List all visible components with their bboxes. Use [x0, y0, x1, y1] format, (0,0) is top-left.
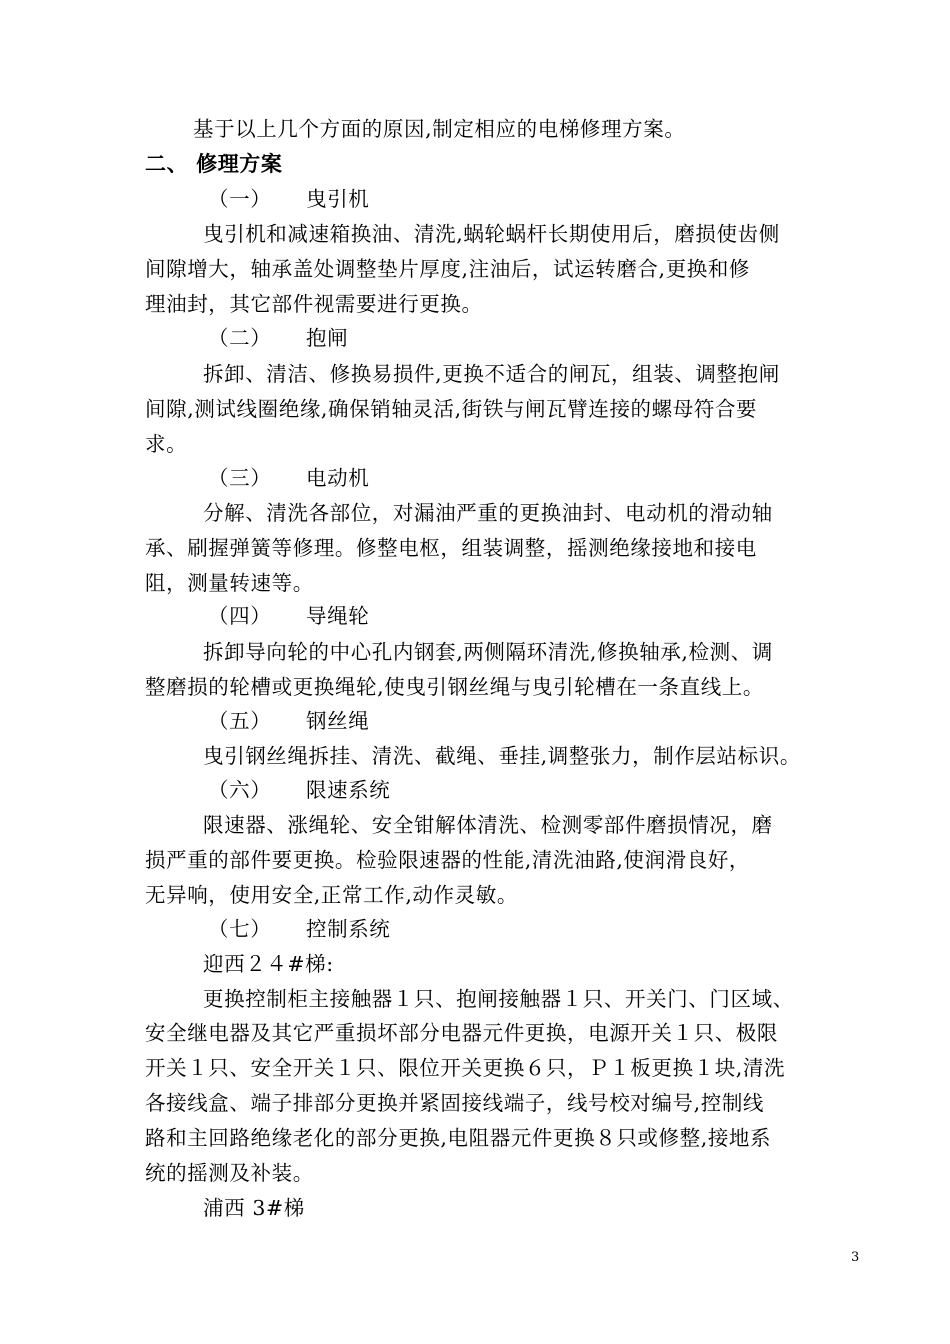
- paragraph-line: 曳引钢丝绳拆挂、清洗、截绳、垂挂,调整张力，制作层站标识。: [203, 744, 801, 768]
- paragraph-line: 限速器、涨绳轮、安全钳解体清洗、检测零部件磨损情况，磨: [203, 813, 773, 837]
- subsection-number: （一）: [208, 187, 272, 211]
- page-number: 3: [851, 1250, 860, 1265]
- subsection-number: （三）: [208, 466, 272, 490]
- paragraph-line: 迎西２４#梯:: [203, 952, 334, 976]
- subsection-heading-5: [208, 709, 369, 733]
- paragraph-line: 曳引机和减速箱换油、清洗,蜗轮蜗杆长期使用后，磨损使齿侧: [203, 222, 780, 246]
- subsection-title: 曳引机: [306, 187, 370, 211]
- subsection-title: 钢丝绳: [306, 709, 370, 733]
- paragraph-line: 间隙增大，轴承盖处调整垫片厚度,注油后，试运转磨合,更换和修: [145, 257, 751, 281]
- paragraph-line: 阻，测量转速等。: [145, 571, 314, 595]
- paragraph-line: 求。: [145, 432, 188, 456]
- subsection-number: （二）: [208, 326, 272, 350]
- paragraph-line: 承、刷握弹簧等修理。修整电枢，组装调整，摇测绝缘接地和接电: [145, 536, 757, 560]
- subsection-title: 限速系统: [306, 778, 391, 802]
- subsection-heading-1: [208, 187, 369, 211]
- subsection-title: 控制系统: [306, 917, 391, 941]
- subsection-title: 抱闸: [306, 326, 349, 350]
- paragraph-line: 拆卸、清洁、修换易损件,更换不适合的闸瓦，组装、调整抱闸: [203, 362, 780, 386]
- intro-paragraph: 基于以上几个方面的原因,制定相应的电梯修理方案。: [193, 117, 686, 141]
- paragraph-line: 各接线盒、端子排部分更换并紧固接线端子，线号校对编号,控制线: [145, 1091, 765, 1115]
- paragraph-line: 理油封，其它部件视需要进行更换。: [145, 292, 483, 316]
- subsection-heading-4: [208, 604, 369, 628]
- paragraph-line: 开关１只、安全开关１只、限位开关更换６只，Ｐ１板更换１块,清洗: [145, 1056, 786, 1080]
- subsection-heading-7: [208, 917, 390, 941]
- subsection-number: （六）: [208, 778, 272, 802]
- subsection-heading-2: [208, 326, 348, 350]
- subsection-number: （四）: [208, 604, 272, 628]
- paragraph-line: 无异响，使用安全,正常工作,动作灵敏。: [145, 883, 518, 907]
- subsection-heading-3: [208, 466, 369, 490]
- subsection-heading-6: [208, 778, 390, 802]
- subsection-number: （七）: [208, 917, 272, 941]
- paragraph-line: 拆卸导向轮的中心孔内钢套,两侧隔环清洗,修换轴承,检测、调: [203, 640, 773, 664]
- paragraph-line: 统的摇测及补装。: [145, 1161, 314, 1185]
- paragraph-line: 更换控制柜主接触器１只、抱闸接触器１只、开关门、门区域、: [203, 987, 794, 1011]
- subsection-title: 导绳轮: [306, 604, 370, 628]
- paragraph-line: 整磨损的轮槽或更换绳轮,使曳引钢丝绳与曳引轮槽在一条直线上。: [145, 675, 765, 699]
- subsection-title: 电动机: [306, 466, 370, 490]
- paragraph-line: 分解、清洗各部位，对漏油严重的更换油封、电动机的滑动轴: [203, 501, 773, 525]
- paragraph-line: 损严重的部件要更换。检验限速器的性能,清洗油路,使润滑良好，: [145, 848, 751, 872]
- paragraph-line: 路和主回路绝缘老化的部分更换,电阻器元件更换８只或修整,接地系: [145, 1126, 772, 1150]
- paragraph-line: 间隙,测试线圈绝缘,确保销轴灵活,街铁与闸瓦臂连接的螺母符合要: [145, 397, 758, 421]
- paragraph-line: 安全继电器及其它严重损坏部分电器元件更换，电源开关１只、极限: [145, 1021, 778, 1045]
- section-heading: 二、 修理方案: [145, 152, 283, 176]
- subsection-number: （五）: [208, 709, 272, 733]
- paragraph-line: 浦西 3#梯: [203, 1196, 305, 1220]
